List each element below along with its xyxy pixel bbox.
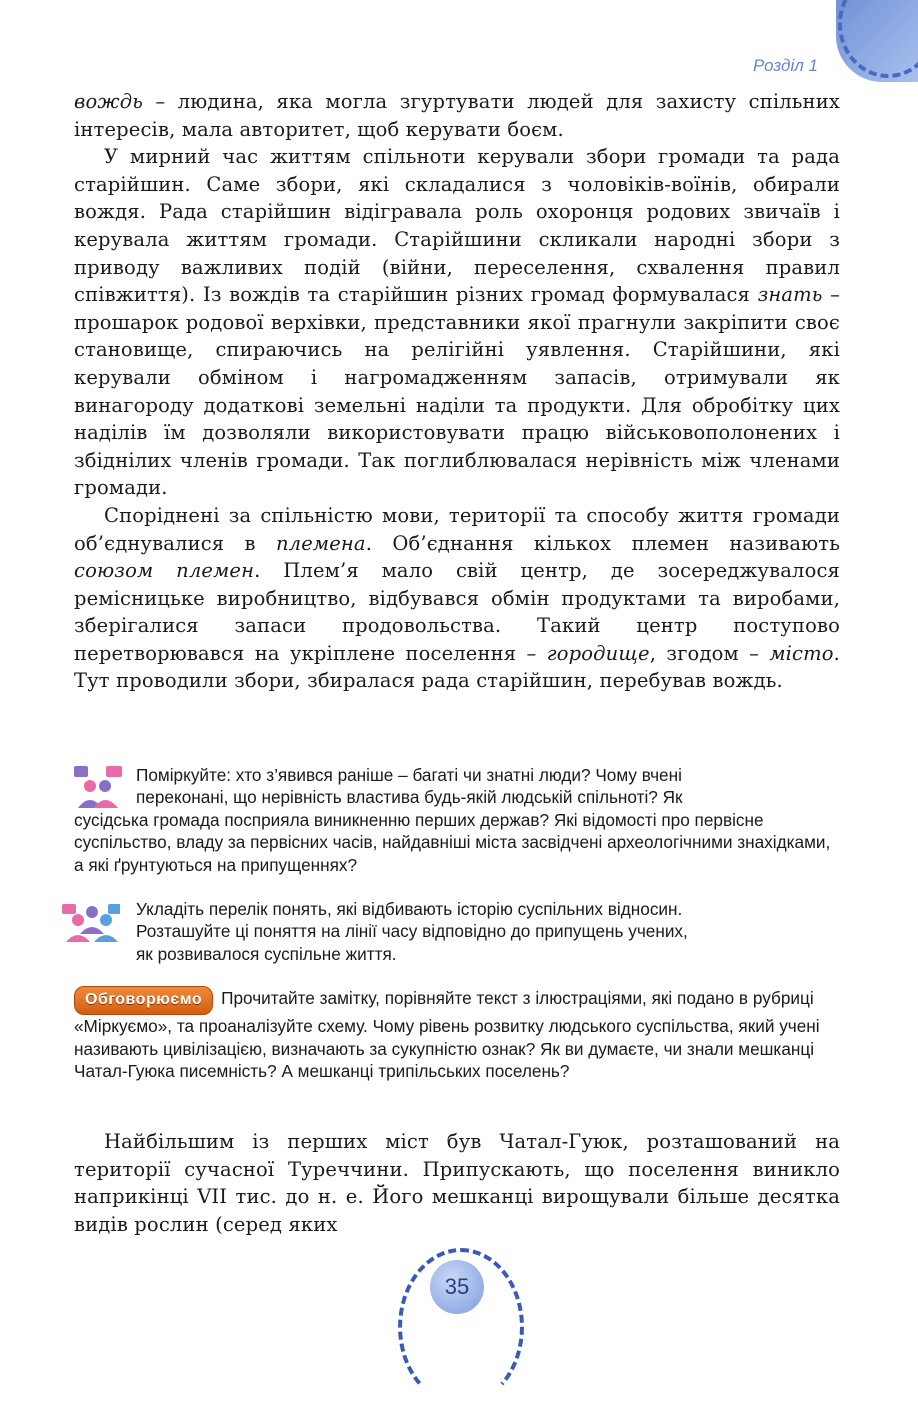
term-hillfort: городище xyxy=(546,641,650,665)
main-text-top xyxy=(74,88,840,695)
term-tribes: племена xyxy=(275,531,366,555)
paragraph-tribes: Споріднені за спільністю мови, території та способу життя громади об’єднувалися в племена. Об’єднання кількох племен називають союзом племен. Плем’я мало свій центр, де зосереджувалося ремісницьке виробництво, відбувався обмін продуктами та виробами, зберігалися запаси продовольства. Такий центр поступово перетворювався на укріплене поселення – городище, згодом – місто. Тут проводили збори, збиралася рада старійшин, перебував вождь. xyxy=(74,503,840,693)
paragraph-catal-huyuk: Найбільшим із перших міст був Чатал-Гуюк, розташований на території сучасної Туреччини. Припускають, що поселення виникло наприкінці VII тис. до н. е. Його мешканці вирощували більше десятка видів рослин (серед яких xyxy=(74,1130,840,1236)
think-rest: сусідська громада посприяла виникненню перших держав? Які відомості про первісне суспільство, владу за первісних часів, найдавніші міста засвідчені археологічними знахідками, а які ґрунтуються на припущеннях? xyxy=(74,809,831,875)
section-label: Розділ 1 xyxy=(752,56,818,75)
think-line-1: Поміркуйте: хто з’явився раніше – багаті чи знатні люди? Чому вчені xyxy=(136,765,682,785)
list-line-1: Укладіть перелік понять, які відбивають історію суспільних відносин. xyxy=(136,899,683,919)
paragraph-vozhd: вождь – людина, яка могла згуртувати людей для захисту спільних інтересів, мала авторитет, щоб керувати боєм. xyxy=(74,90,840,141)
list-line-2: Розташуйте ці поняття на лінії часу відповідно до припущень учених, xyxy=(136,921,688,942)
term-znat: знать xyxy=(757,283,823,307)
page-number: 35 xyxy=(430,1260,484,1314)
term-vozhd: вождь xyxy=(74,90,143,113)
discussion-people-icon xyxy=(74,766,126,810)
main-text-bottom xyxy=(74,1128,840,1238)
think-line-2: переконані, що нерівність властива будь-якій людській спільноті? Як xyxy=(136,787,683,808)
term-city: місто xyxy=(769,641,834,665)
discuss-badge: Обговорюємо xyxy=(74,986,213,1015)
paragraph-community-rule: У мирний час життям спільноти керували збори громади та рада старійшин. Саме збори, які складалися з чоловіків-воїнів, обирали вождя. Рада старійшин відігравала роль охоронця родових звичаїв і керувала життям громади. Старійшини скликали народні збори з приводу важливих подій (війни, переселення, схвалення правил співжиття). Із вождів та старійшин різних громад формувалася знать – прошарок родової верхівки, представники якої прагнули закріпити своє становище, спираючись на релігійні уявлення. Старійшини, які керували обміном і нагромадженням запасів, отримували як винагороду додаткові земельні наділи та продукти. Для обробітку цих наділів їм дозволяли використовувати працю військовополонених і збіднілих членів громади. Так поглиблювалася нерівність між членами громади. xyxy=(74,145,840,500)
list-box xyxy=(74,898,840,965)
discuss-box xyxy=(74,986,840,1083)
think-box xyxy=(74,764,840,876)
group-people-icon xyxy=(56,900,120,944)
term-tribal-union: союзом племен xyxy=(74,559,255,583)
discuss-text: Прочитайте замітку, порівняйте текст з ілюстраціями, які подано в рубриці «Міркуємо», та проаналізуйте схему. Чому рівень розвитку людського суспільства, який учені називають цивілізацією, визначають за сукупністю ознак? Як ви думаєте, чи знали мешканці Чатал-Гуюка писемність? А мешканці трипільських поселень? xyxy=(74,988,820,1082)
list-line-3: як розвивалося суспільне життя. xyxy=(136,943,397,964)
